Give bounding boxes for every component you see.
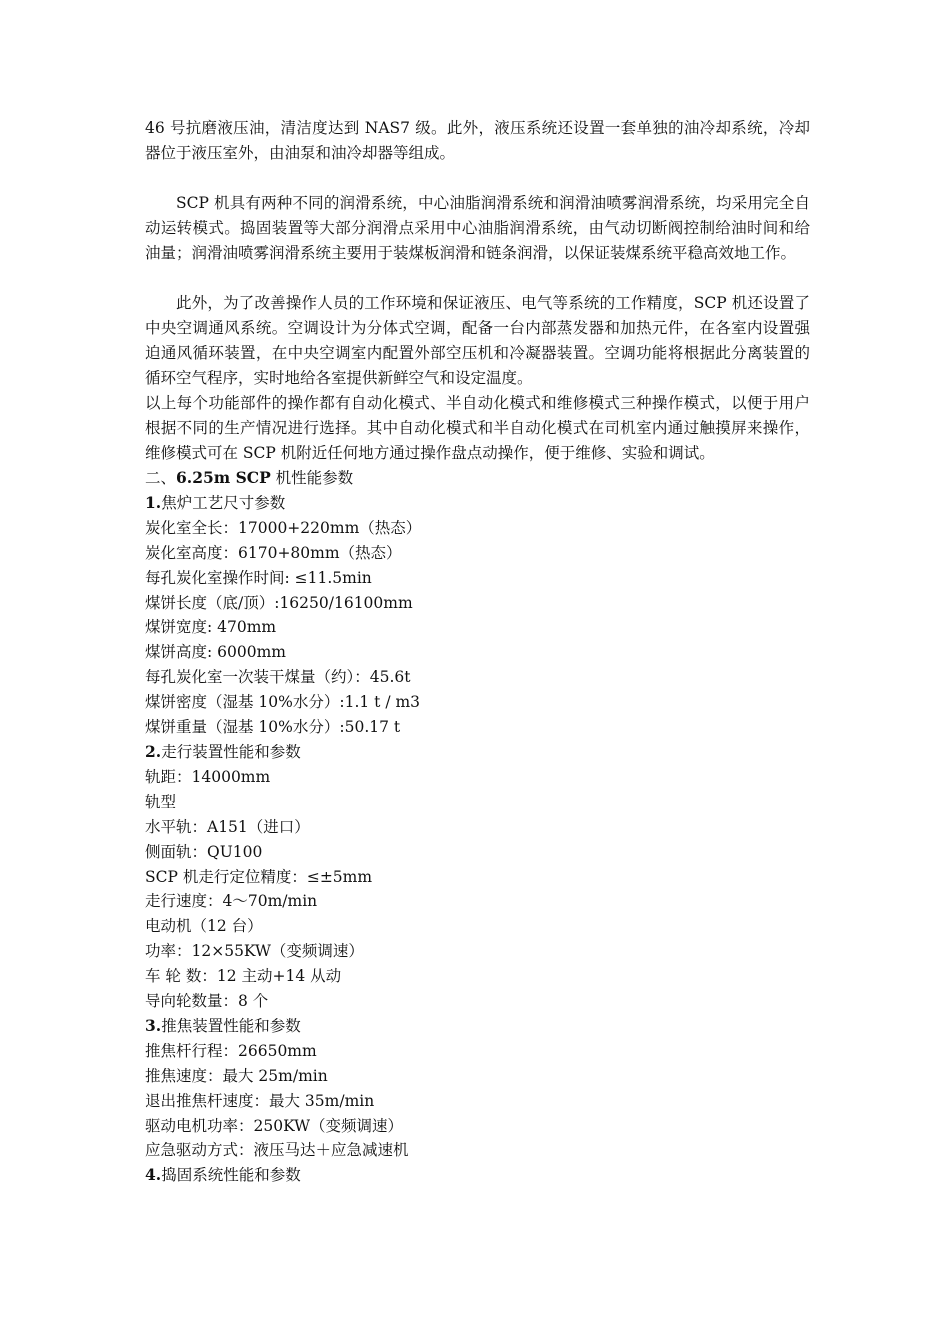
parameter-line: 应急驱动方式：液压马达＋应急减速机 — [145, 1141, 409, 1160]
parameter-line: 煤饼长度（底/顶）:16250/16100mm — [145, 593, 413, 612]
paragraph-operation-modes: 以上每个功能部件的操作都有自动化模式、半自动化模式和维修模式三种操作模式，以便于用户根据不同的生产情况进行选择。其中自动化模式和半自动化模式在司机室内通过触摸屏来操作，维修模式可在 SCP 机附近任何地方通过操作盘点动操作，便于维修、实验和调试。 — [145, 394, 810, 462]
parameter-line: 侧面轨：QU100 — [145, 842, 263, 861]
parameter-line: 煤饼宽度: 470mm — [145, 618, 277, 637]
paragraph-air-conditioning: 此外，为了改善操作人员的工作环境和保证液压、电气等系统的工作精度，SCP 机还设置了中央空调通风系统。空调设计为分体式空调，配备一台内部蒸发器和加热元件，在各室内设置强迫通风循环装置，在中央空调室内配置外部空压机和冷凝器装置。空调功能将根据此分离装置的循环空气程序，实时地给各室提供新鲜空气和设定温度。 — [145, 294, 810, 387]
subsection-heading-tamping — [145, 1163, 810, 1188]
parameter-line: 炭化室全长：17000+220mm（热态） — [145, 518, 422, 537]
subsection-heading-coke-oven — [145, 491, 810, 516]
travel-parameter-list — [145, 765, 810, 1014]
subsection-number: 3. — [145, 1015, 162, 1035]
parameter-line: 每孔炭化室操作时间: ≤11.5min — [145, 568, 372, 587]
parameter-line: 功率：12×55KW（变频调速） — [145, 942, 364, 961]
parameter-line: 退出推焦杆速度：最大 35m/min — [145, 1091, 375, 1110]
subsection-number: 1. — [145, 492, 162, 512]
parameter-line: 推焦速度：最大 25m/min — [145, 1066, 328, 1085]
subsection-heading-pushing — [145, 1014, 810, 1039]
parameter-line: SCP 机走行定位精度：≤±5mm — [145, 867, 373, 886]
document-page — [145, 116, 810, 1188]
subsection-number: 4. — [145, 1165, 162, 1185]
parameter-line: 煤饼密度（湿基 10%水分）:1.1 t / m3 — [145, 693, 421, 712]
parameter-line: 炭化室高度：6170+80mm（热态） — [145, 543, 402, 562]
parameter-line: 车 轮 数：12 主动+14 从动 — [145, 967, 342, 986]
subsection-title: 焦炉工艺尺寸参数 — [161, 493, 286, 512]
section-heading-suffix: 机性能参数 — [270, 469, 354, 487]
parameter-line: 电动机（12 台） — [145, 917, 263, 936]
subsection-heading-travel — [145, 740, 810, 765]
coke-oven-parameter-list — [145, 516, 810, 740]
parameter-line: 驱动电机功率：250KW（变频调速） — [145, 1116, 404, 1135]
subsection-title: 捣固系统性能和参数 — [161, 1166, 301, 1185]
paragraph-lubrication: SCP 机具有两种不同的润滑系统，中心油脂润滑系统和润滑油喷雾润滑系统，均采用完全自动运转模式。捣固装置等大部分润滑点采用中心油脂润滑系统，由气动切断阀控制给油时间和给油量；润滑油喷雾润滑系统主要用于装煤板润滑和链条润滑，以保证装煤系统平稳高效地工作。 — [145, 194, 810, 262]
subsection-number: 2. — [145, 741, 162, 761]
pushing-parameter-list — [145, 1039, 810, 1164]
parameter-line: 走行速度：4～70m/min — [145, 892, 318, 911]
section-heading-performance — [145, 466, 810, 491]
section-heading-model: 6.25m SCP — [176, 468, 271, 487]
parameter-line: 煤饼高度: 6000mm — [145, 643, 286, 662]
parameter-line: 轨距：14000mm — [145, 767, 271, 786]
paragraph-gap — [145, 266, 810, 291]
parameter-line: 轨型 — [145, 792, 177, 811]
paragraph-gap — [145, 166, 810, 191]
parameter-line: 推焦杆行程：26650mm — [145, 1041, 317, 1060]
parameter-line: 煤饼重量（湿基 10%水分）:50.17 t — [145, 718, 401, 737]
subsection-title: 走行装置性能和参数 — [161, 742, 301, 761]
parameter-line: 导向轮数量：8 个 — [145, 992, 269, 1011]
paragraph-hydraulic-oil: 46 号抗磨液压油，清洁度达到 NAS7 级。此外，液压系统还设置一套单独的油冷却系统，冷却器位于液压室外，由油泵和油冷却器等组成。 — [145, 119, 810, 162]
parameter-line: 每孔炭化室一次装干煤量（约）：45.6t — [145, 668, 411, 687]
subsection-title: 推焦装置性能和参数 — [161, 1016, 301, 1035]
section-heading-prefix: 二、 — [145, 469, 177, 487]
parameter-line: 水平轨：A151（进口） — [145, 817, 310, 836]
